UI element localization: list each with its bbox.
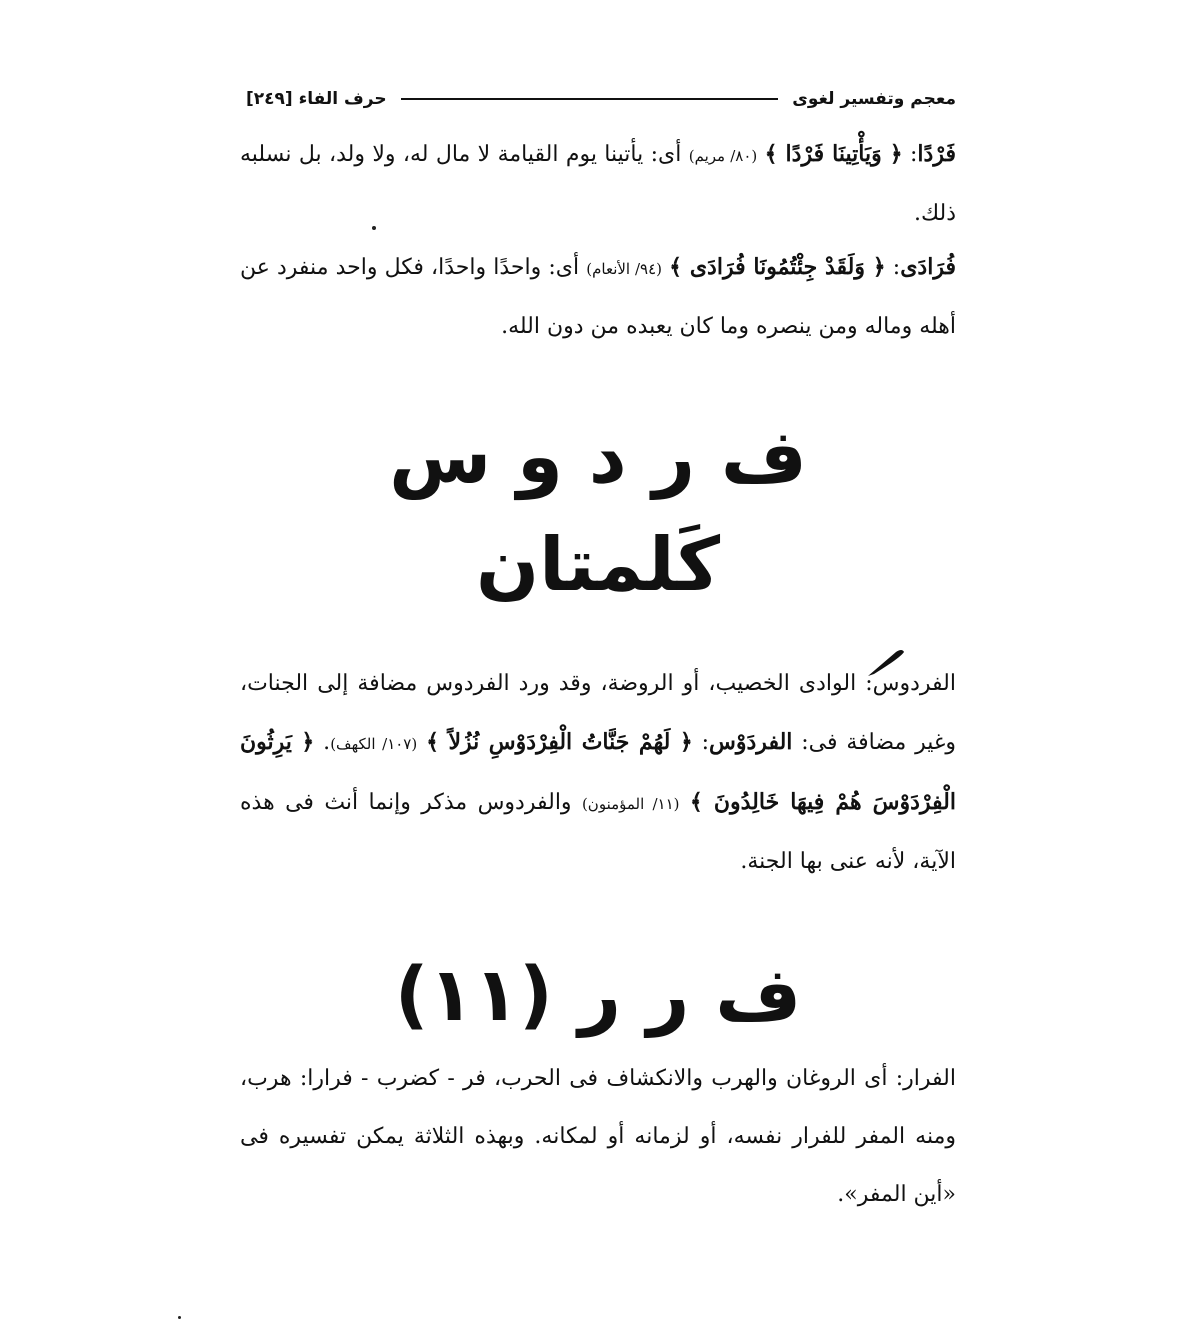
verse-reference: (١١/ المؤمنون) bbox=[581, 795, 680, 813]
root-heading-farar: ف ر ر (١١) bbox=[394, 952, 802, 1038]
verse-reference: (١٠٧/ الكهف) bbox=[330, 735, 418, 753]
print-speck bbox=[372, 226, 376, 230]
entry-definition: والفردوس مذكر وإنما أنث فى هذه الآية، لأنه عنى بها الجنة. bbox=[240, 790, 956, 874]
entry-word: فَرْدًا bbox=[917, 141, 956, 167]
running-header bbox=[246, 86, 956, 112]
entry-word: الفردَوْس bbox=[709, 729, 793, 755]
root-heading-firdaws: ف ر د و س bbox=[389, 414, 807, 500]
word-count-heading: كَلمتان bbox=[475, 522, 720, 608]
header-rule bbox=[401, 98, 779, 100]
entry-definition: الفرار: أى الروغان والهرب والانكشاف فى الحرب، فر - كضرب - فرارا: هرب، ومنه المفر للفرار نفسه، أو لزمانه أو لمكانه. وبهذه الثلاثة يمكن تفسيره فى «أين المفر». bbox=[240, 1066, 956, 1207]
quran-verse: ﴿ وَلَقَدْ جِئْتُمُونَا فُرَادَى ﴾ bbox=[669, 254, 886, 280]
section-label: حرف الفاء [٢٤٩] bbox=[246, 89, 387, 109]
print-speck bbox=[178, 1316, 181, 1319]
book-title: معجم وتفسير لغوى bbox=[792, 89, 956, 109]
entry-definition: أى: يأتينا يوم القيامة لا مال له، ولا ولد، بل نسلبه ذلك. bbox=[240, 142, 956, 226]
verse-reference: (٩٤/ الأنعام) bbox=[586, 260, 663, 278]
entry-definition: أى: واحدًا واحدًا، فكل واحد منفرد عن أهله وماله ومن ينصره وما كان يعبده من دون الله. bbox=[240, 255, 956, 339]
entry-definition: الفردوس: الوادى الخصيب، أو الروضة، وقد ورد الفردوس مضافة إلى الجنات، وغير مضافة فى: bbox=[240, 671, 957, 755]
quran-verse: ﴿ وَيَأْتِينَا فَرْدًا ﴾ bbox=[764, 141, 903, 167]
entry-furada: فُرَادَى: ﴿ وَلَقَدْ جِئْتُمُونَا فُرَادَى ﴾ (٩٤/ الأنعام) أى: واحدًا واحدًا، فكل واحد منفرد عن أهله وماله ومن ينصره وما كان يعبده من دون الله. bbox=[240, 254, 956, 339]
quran-verse: ﴿ يَرِثُونَ الْفِرْدَوْسَ هُمْ فِيهَا خَالِدُونَ ﴾ bbox=[240, 729, 956, 815]
entry-firdaws: الفردوس: الوادى الخصيب، أو الروضة، وقد ورد الفردوس مضافة إلى الجنات، وغير مضافة فى: الفردَوْس: ﴿ لَهُمْ جَنَّاتُ الْفِرْدَوْسِ نُزُلاً ﴾ (١٠٧/ الكهف). ﴿ يَرِثُونَ الْفِرْدَوْسَ هُمْ فِيهَا خَالِدُونَ ﴾ (١١/ المؤمنون) والفردوس مذكر وإنما أنث فى هذه الآية، لأنه عنى بها الجنة. bbox=[240, 671, 957, 874]
entry-word: فُرَادَى bbox=[900, 254, 956, 280]
entry-fardan: فَرْدًا: ﴿ وَيَأْتِينَا فَرْدًا ﴾ (٨٠/ مريم) أى: يأتينا يوم القيامة لا مال له، ولا ولد، بل نسلبه ذلك. bbox=[240, 141, 956, 226]
quran-verse: ﴿ لَهُمْ جَنَّاتُ الْفِرْدَوْسِ نُزُلاً ﴾ bbox=[426, 729, 693, 755]
entry-firar bbox=[240, 1050, 956, 1224]
verse-reference: (٨٠/ مريم) bbox=[688, 147, 758, 165]
